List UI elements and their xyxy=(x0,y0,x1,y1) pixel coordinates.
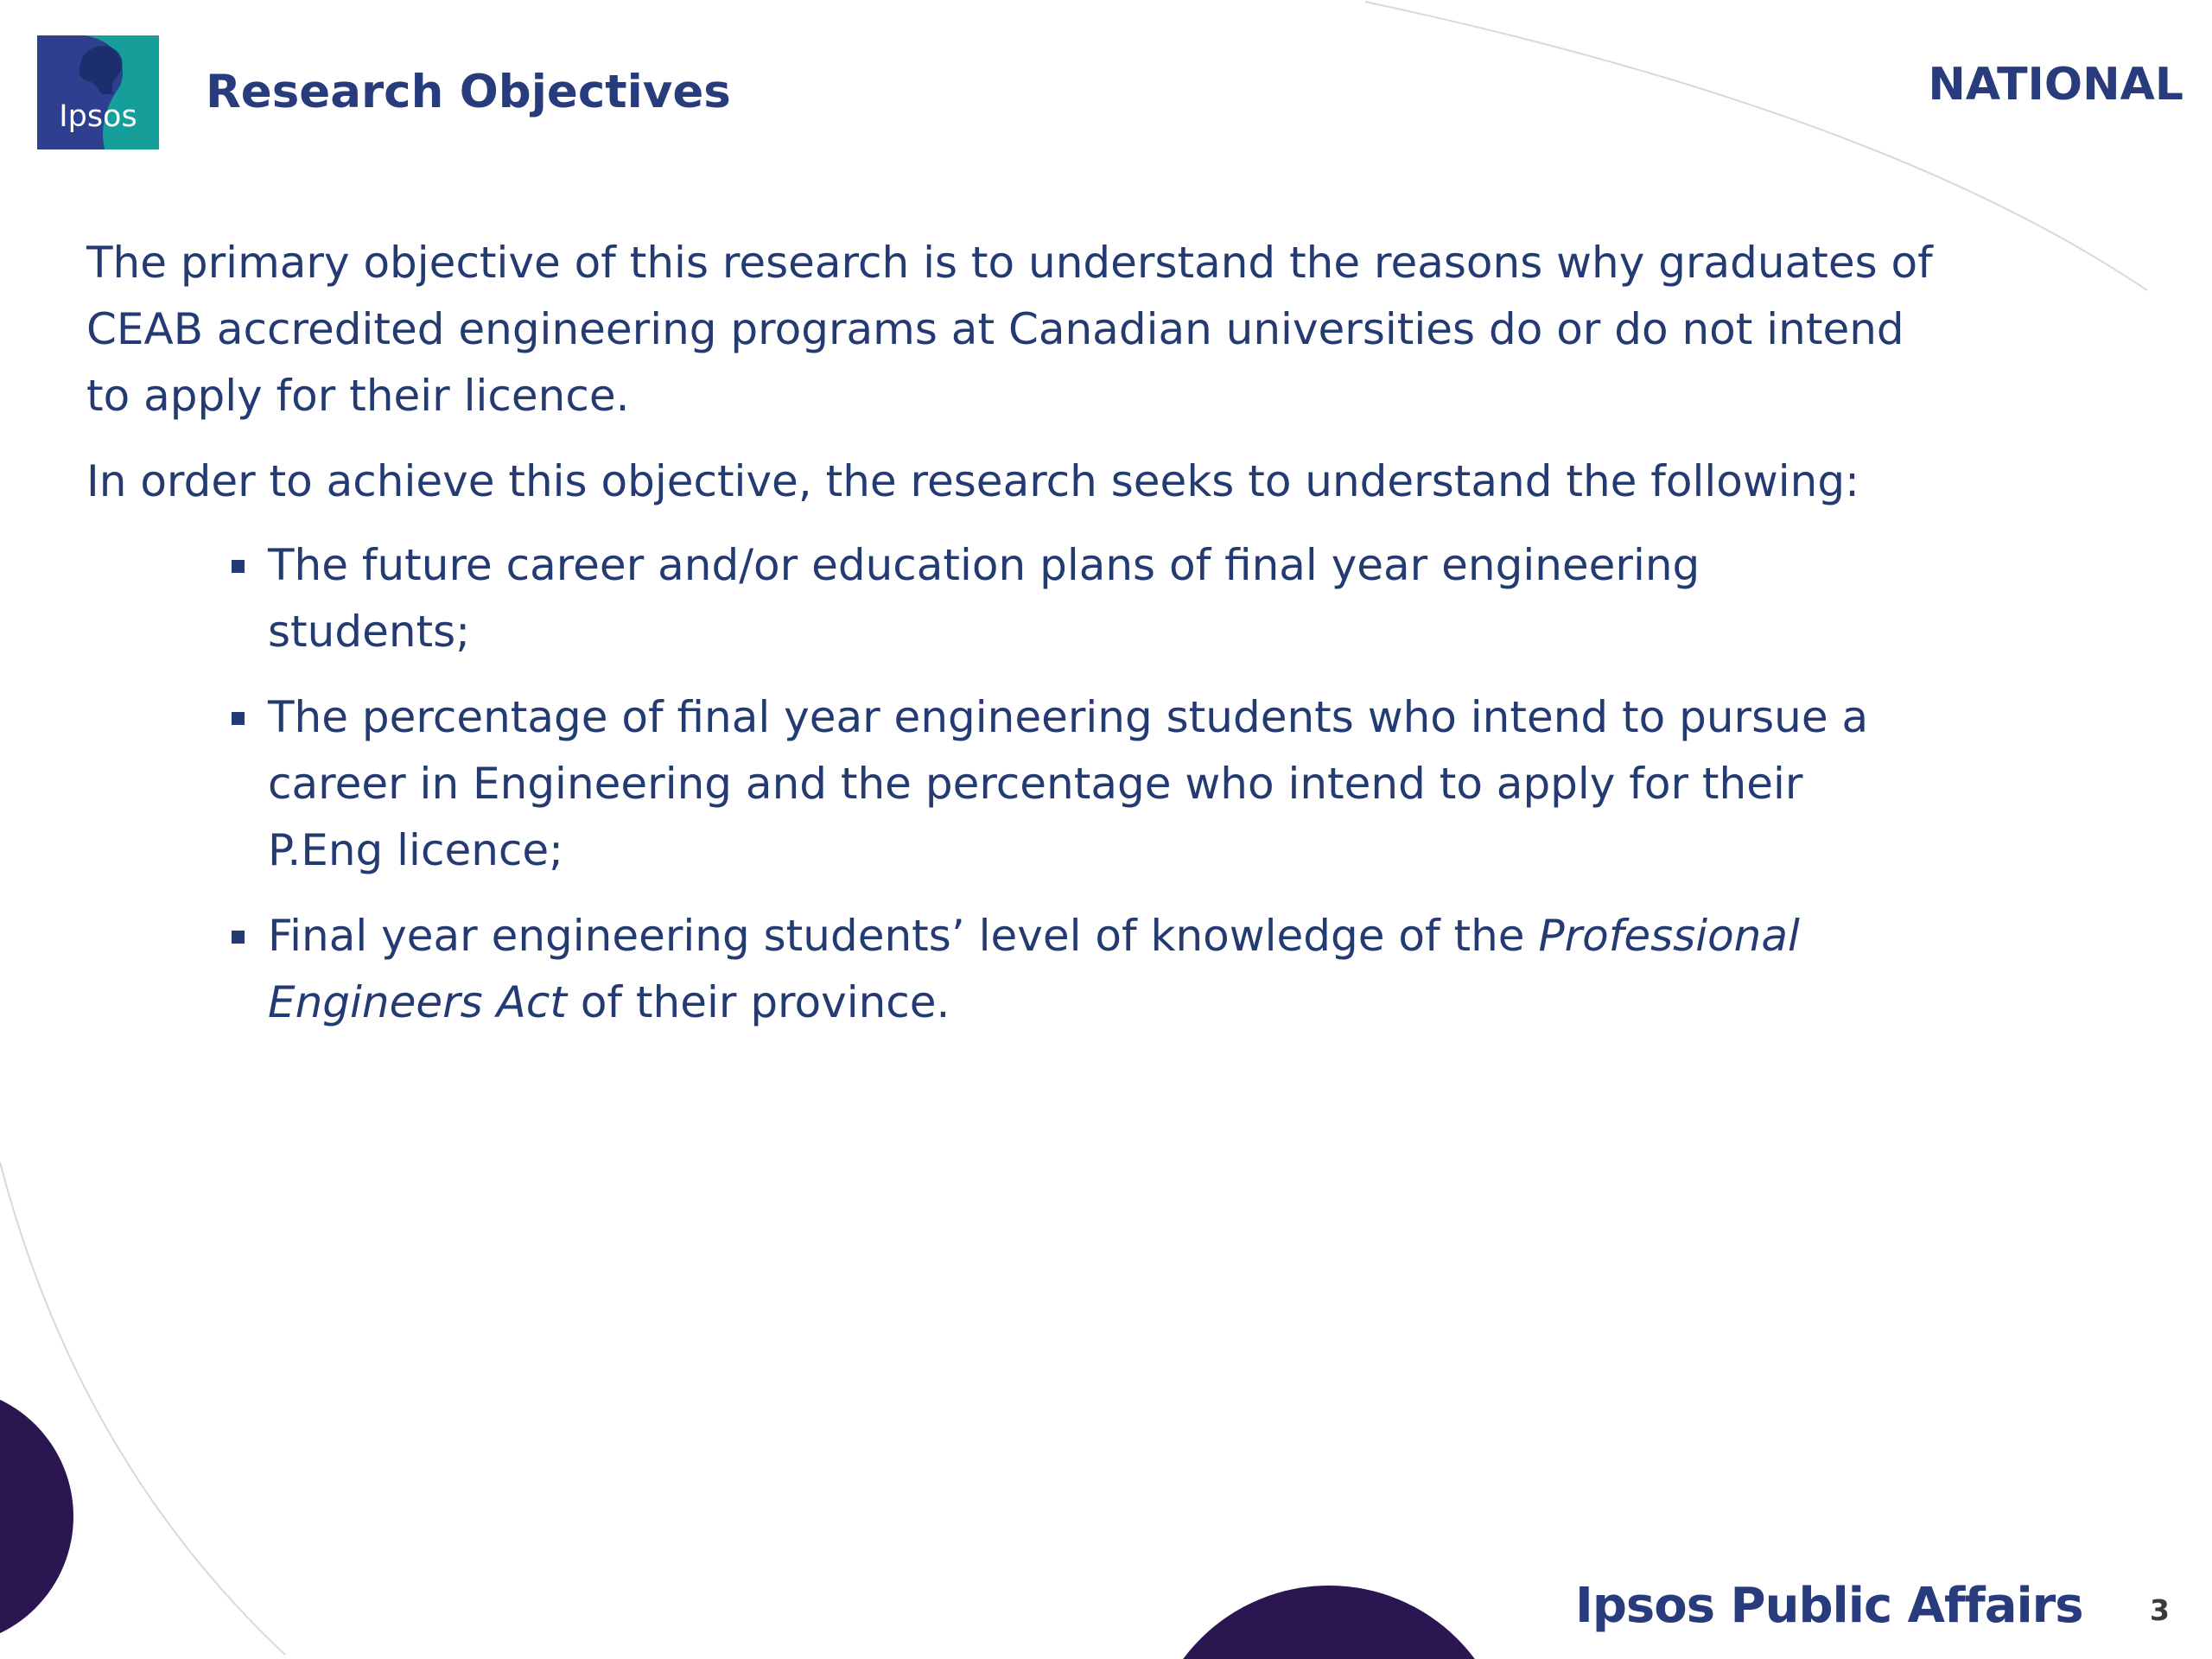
slide-body xyxy=(86,230,1944,1055)
bottom-center-circle xyxy=(1147,1586,1510,1659)
list-item xyxy=(268,684,1944,884)
square-bullet-icon xyxy=(232,712,245,725)
objectives-list xyxy=(86,532,1944,1036)
region-label: NATIONAL xyxy=(1928,59,2183,111)
intro-paragraph: The primary objective of this research is to understand the reasons why graduates of CEAB accredited engineering programs at Canadian universities do or do not intend to apply for their licence. xyxy=(86,238,1933,421)
bottom-left-circle xyxy=(0,1387,73,1646)
page-number: 3 xyxy=(2150,1593,2170,1627)
list-item-text: The future career and/or education plans of final year engineering students; xyxy=(268,540,1700,657)
list-item-text-before: Final year engineering students’ level of knowledge of the xyxy=(268,911,1539,961)
square-bullet-icon xyxy=(232,560,245,573)
page-title: Research Objectives xyxy=(206,66,731,118)
lead-paragraph: In order to achieve this objective, the research seeks to understand the following: xyxy=(86,456,1859,506)
list-item-text xyxy=(268,903,1892,1036)
list-item-text-after: of their province. xyxy=(566,977,950,1027)
square-bullet-icon xyxy=(232,931,245,944)
logo-wordmark: Ipsos xyxy=(59,99,137,134)
footer-brand: Ipsos Public Affairs xyxy=(1575,1578,2083,1634)
list-item xyxy=(268,532,1944,665)
act-title: Professional Engineers Act xyxy=(268,911,1800,1027)
ipsos-logo xyxy=(37,35,159,149)
list-item xyxy=(268,903,1944,1036)
list-item-text: The percentage of final year engineering students who intend to pursue a career in Engineering and the percentage who intend to apply for their P.Eng licence; xyxy=(268,692,1869,875)
